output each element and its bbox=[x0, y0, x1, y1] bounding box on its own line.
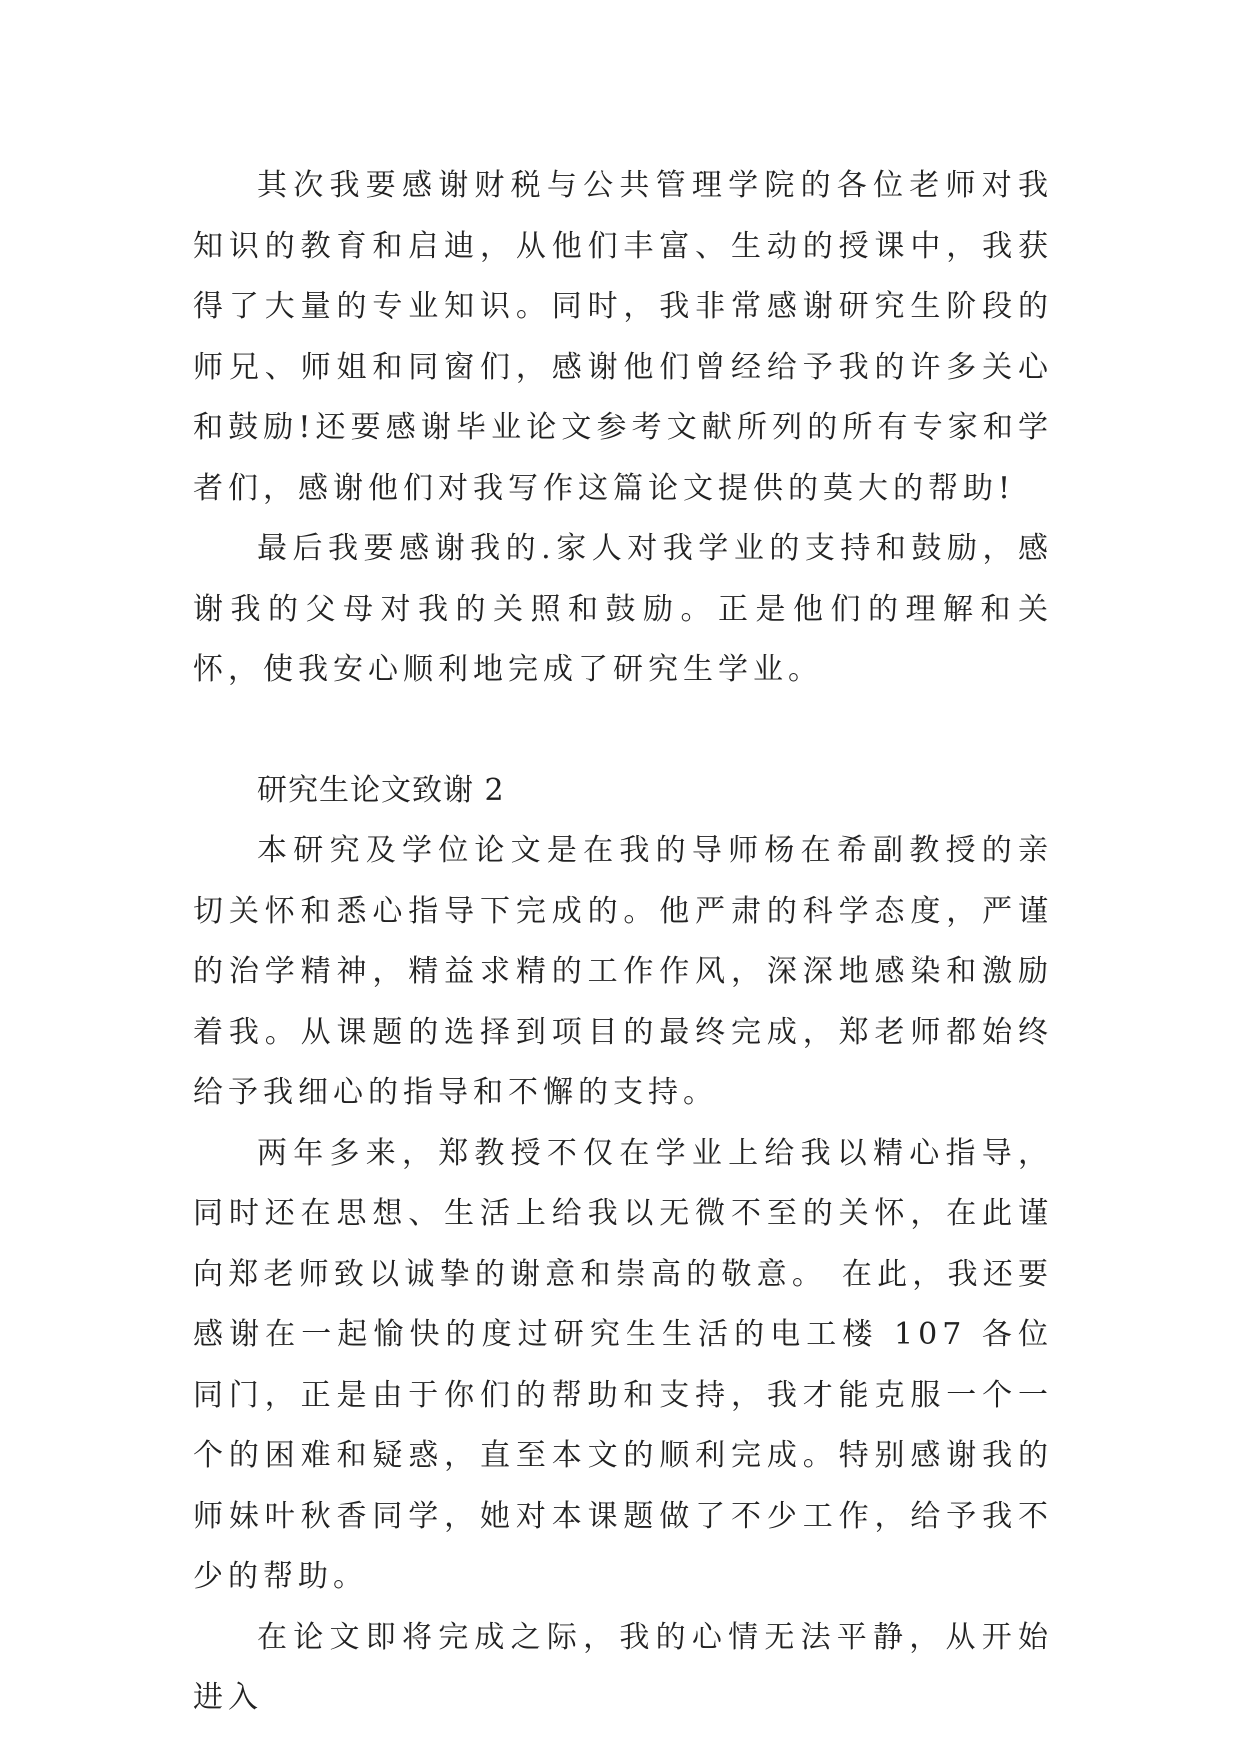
paragraph-colleagues-thanks: 两年多来，郑教授不仅在学业上给我以精心指导，同时还在思想、生活上给我以无微不至的关怀，在此谨向郑老师致以诚挚的谢意和崇高的敬意。 在此，我还要感谢在一起愉快的度过研究生生活的电工楼 107 各位同门，正是由于你们的帮助和支持，我才能克服一个一个的困难和疑惑，直至本文的顺利完成。特别感谢我的师妹叶秋香同学，她对本课题做了不少工作，给予我不少的帮助。 bbox=[193, 1135, 1053, 1594]
paragraph-closing: 在论文即将完成之际，我的心情无法平静，从开始进入 bbox=[193, 1619, 1053, 1715]
document-body bbox=[193, 156, 1053, 1729]
paragraph-advisor-thanks: 本研究及学位论文是在我的导师杨在希副教授的亲切关怀和悉心指导下完成的。他严肃的科学态度，严谨的治学精神，精益求精的工作作风，深深地感染和激励着我。从课题的选择到项目的最终完成，郑老师都始终给予我细心的指导和不懈的支持。 bbox=[193, 833, 1053, 1110]
section-title: 研究生论文致谢 2 bbox=[257, 772, 505, 808]
paragraph-family-thanks: 最后我要感谢我的.家人对我学业的支持和鼓励，感谢我的父母对我的关照和鼓励。正是他们的理解和关怀，使我安心顺利地完成了研究生学业。 bbox=[193, 531, 1053, 687]
paragraph-faculty-thanks: 其次我要感谢财税与公共管理学院的各位老师对我知识的教育和启迪，从他们丰富、生动的授课中，我获得了大量的专业知识。同时，我非常感谢研究生阶段的师兄、师姐和同窗们，感谢他们曾经给予我的许多关心和鼓励!还要感谢毕业论文参考文献所列的所有专家和学者们，感谢他们对我写作这篇论文提供的莫大的帮助! bbox=[193, 168, 1053, 506]
